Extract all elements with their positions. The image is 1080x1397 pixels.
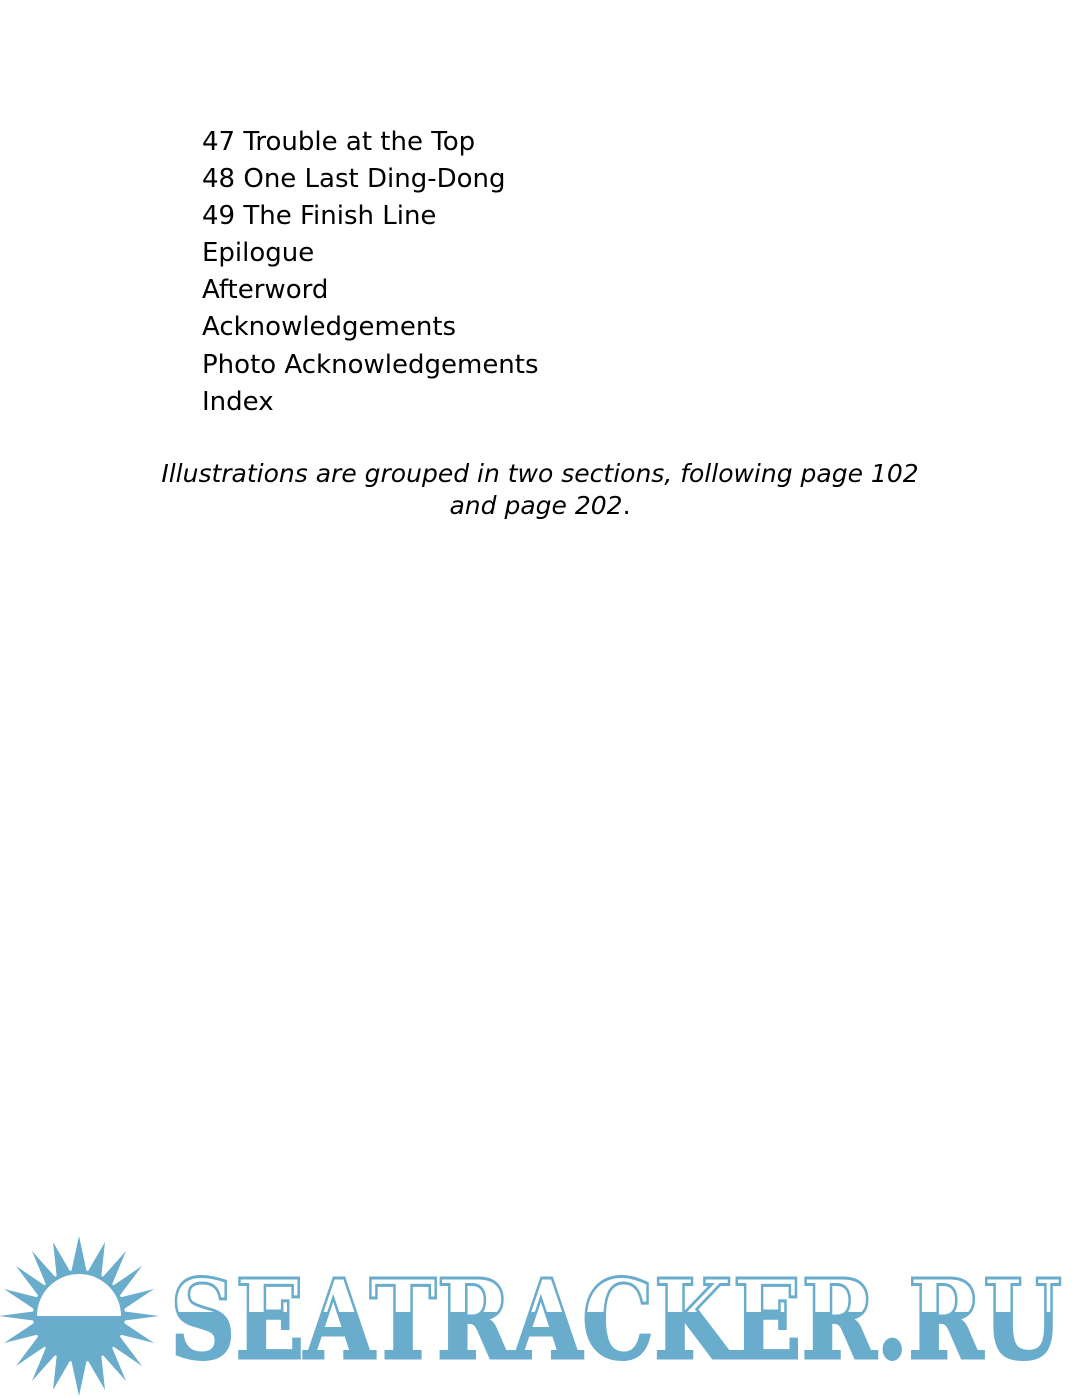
- illustrations-note-text: Illustrations are grouped in two sections, following page 102 and page 202: [161, 459, 919, 520]
- toc-entry[interactable]: Afterword: [202, 275, 329, 306]
- site-logo-wordmark: [170, 1262, 1070, 1372]
- toc-entry[interactable]: Acknowledgements: [202, 312, 457, 343]
- toc-entry[interactable]: Photo Acknowledgements: [202, 349, 539, 380]
- illustrations-note-period: .: [622, 491, 631, 520]
- table-of-contents: [202, 124, 539, 421]
- toc-entry[interactable]: Index: [202, 386, 274, 417]
- toc-entry[interactable]: 48 One Last Ding-Dong: [202, 164, 506, 195]
- toc-entry[interactable]: Epilogue: [202, 238, 315, 269]
- toc-entry[interactable]: 47 Trouble at the Top: [202, 127, 476, 157]
- illustrations-note: [0, 458, 1080, 522]
- toc-entry[interactable]: 49 The Finish Line: [202, 201, 437, 232]
- svg-text:SEATRACKER.RU: SEATRACKER.RU: [170, 1262, 1062, 1372]
